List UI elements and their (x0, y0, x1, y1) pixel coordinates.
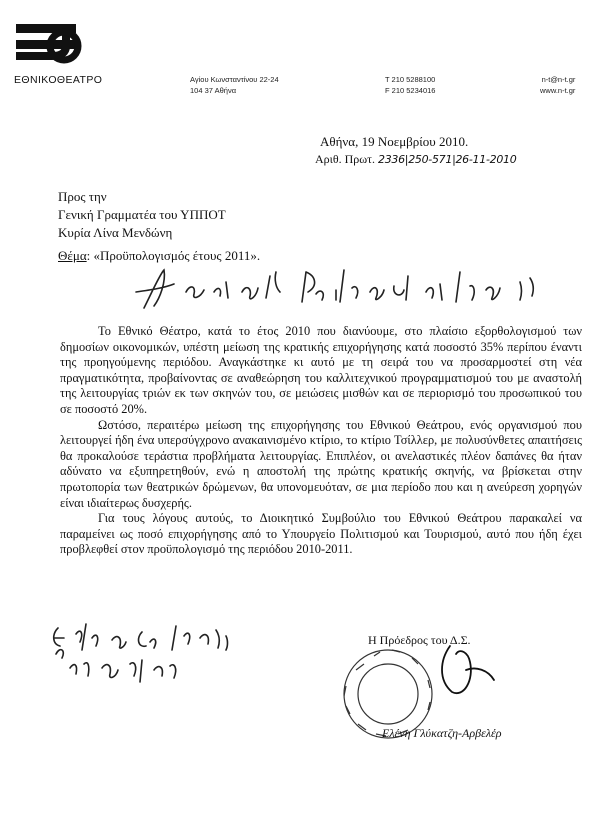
protocol-number: 2336|250-571|26-11-2010 (378, 153, 517, 166)
address-line: 104 37 Αθήνα (190, 86, 237, 95)
subject-label: Θέμα (58, 248, 87, 263)
official-seal-stamp (316, 640, 446, 740)
recipient-line: Γενική Γραμματέα του ΥΠΠΟΤ (58, 207, 226, 222)
website: www.n-t.gr (540, 86, 576, 95)
signature-mark (430, 640, 500, 700)
handwritten-note (50, 620, 300, 690)
protocol-line (315, 152, 516, 167)
signature-title: Η Πρόεδρος του Δ.Σ. (368, 633, 471, 647)
letter-date: Αθήνα, 19 Νοεμβρίου 2010. (320, 134, 469, 149)
phone-number: T 210 5288100 (385, 75, 436, 84)
address-line: Αγίου Κωνσταντίνου 22-24 (190, 75, 279, 84)
signatory-name: Ελένη Γλύκατζη-Αρβελέρ (382, 726, 502, 740)
letter-body (60, 324, 582, 558)
body-paragraph: Το Εθνικό Θέατρο, κατά το έτος 2010 που διανύουμε, στο πλαίσιο εξορθολογισμού των δημοσίων οικονομικών, υπέστη μείωση της κρατικής επιχορήγησης κατά ποσοστό 35% περίπου έναντι της προηγούμενης περιόδου. Αναγκάστηκε κι αυτό με τη σειρά του να προσαρμοστεί στη νέα πραγματικότητα, προβαίνοντας σε αναθεώρηση του καλλιτεχνικού προγραμματισμού του με αναστολή της λειτουργίας τριών εκ των σκηνών του, σε μειώσεις μισθών και σε περιορισμό του προσωπικού του σε ποσοστό 20%. (60, 324, 582, 416)
letterhead-phones (385, 74, 435, 96)
org-name: ΕΘΝΙΚΟΘΕΑΤΡΟ (14, 74, 103, 86)
recipient-block (58, 188, 226, 242)
letterhead-address (190, 74, 279, 96)
subject-text: : «Προϋπολογισμός έτους 2011». (86, 248, 261, 263)
letterhead-web (540, 74, 575, 96)
protocol-label: Αριθ. Πρωτ. (315, 152, 376, 166)
recipient-line: Κυρία Λίνα Μενδώνη (58, 225, 173, 240)
email-address: n-t@n-t.gr (541, 75, 576, 84)
handwritten-greeting (130, 262, 570, 314)
body-paragraph: Ωστόσο, περαιτέρω μείωση της επιχορήγησης του Εθνικού Θεάτρου, ενός οργανισμού που λειτουργεί ήδη ένα υπερσύγχρονο ανακαινισμένο κτίριο, το κτίριο Τσίλλερ, με πολυσύνθετες απαιτήσεις θα προκαλούσε τεράστια προβλήματα λειτουργίας. Επιπλέον, οι ανελαστικές πλέον δαπάνες θα ήταν αδύνατο να εξυπηρετηθούν, ενώ η αποστολή της πρώτης κρατικής σκηνής, να βρίσκεται στην πρωτοπορία των θεατρικών δρώμενων, θα υπονομευόταν, σε μια περίοδο που και η ανεύρεση χορηγών είναι ιδιαίτερως δυσχερής. (60, 417, 582, 510)
national-theatre-logo (14, 20, 84, 68)
recipient-line: Προς την (58, 189, 107, 204)
body-paragraph: Για τους λόγους αυτούς, το Διοικητικό Συμβούλιο του Εθνικού Θεάτρου παρακαλεί να παραμείνει ως ποσό επιχορήγησης από το Υπουργείο Πολιτισμού και Τουρισμού, αυτό που ήδη έχει προβλεφθεί στον προϋπολογισμό της περιόδου 2010-2011. (60, 511, 582, 557)
fax-number: F 210 5234016 (385, 86, 436, 95)
